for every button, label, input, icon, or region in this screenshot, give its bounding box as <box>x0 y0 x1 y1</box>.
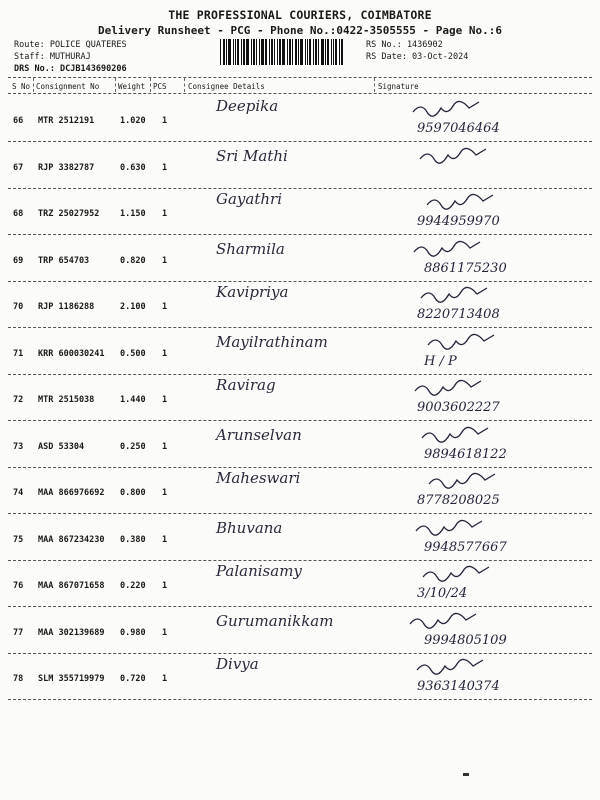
signature-scribble <box>380 515 590 559</box>
signature-scribble <box>380 282 590 326</box>
serial-number: 77 <box>13 627 24 638</box>
pcs-value: 1 <box>162 209 168 219</box>
weight-value: 0.720 <box>120 674 146 684</box>
signature-scribble <box>380 422 590 466</box>
consignment-number: MAA 302139689 <box>38 627 105 638</box>
route-label: Route: POLICE QUATERES <box>14 40 127 50</box>
serial-number: 69 <box>13 255 24 266</box>
rs-date: RS Date: 03-Oct-2024 <box>366 52 469 62</box>
weight-value: 0.220 <box>120 581 146 591</box>
col-divider <box>374 78 375 92</box>
pcs-value: 1 <box>162 534 168 545</box>
weight-value: 1.020 <box>120 116 146 126</box>
weight-value: 0.250 <box>120 441 146 452</box>
signature-scribble <box>380 375 590 419</box>
signature-area <box>380 422 590 466</box>
consignment-number: MAA 866976692 <box>38 488 105 498</box>
weight-value: 0.380 <box>120 534 146 545</box>
col-consignment: Consignment No <box>36 82 100 91</box>
table-row <box>8 236 592 282</box>
serial-number: 67 <box>13 162 24 173</box>
col-sno: S No <box>12 82 31 91</box>
consignment-number: TRP 654703 <box>38 255 90 266</box>
signature-phone: 9944959970 <box>417 214 500 229</box>
serial-number: 76 <box>13 581 24 591</box>
table-row <box>8 96 592 142</box>
table-row <box>8 561 592 607</box>
consignee-name: Ravirag <box>216 376 276 394</box>
pcs-value: 1 <box>162 674 168 684</box>
table-row <box>8 608 592 654</box>
signature-scribble <box>380 236 590 280</box>
table-row <box>8 143 592 189</box>
pcs-value: 1 <box>162 162 168 173</box>
pcs-value: 1 <box>162 581 168 591</box>
consignee-name: Sri Mathi <box>216 146 288 165</box>
company-title: THE PROFESSIONAL COURIERS, COIMBATORE <box>168 8 432 22</box>
consignee-name: Kavipriya <box>216 283 289 301</box>
serial-number: 74 <box>13 488 24 498</box>
col-signature: Signature <box>378 82 419 91</box>
signature-area <box>380 654 590 698</box>
signature-phone: 9948577667 <box>424 539 507 555</box>
signature-scribble <box>380 189 590 233</box>
barcode-image <box>218 39 358 65</box>
signature-phone: 9597046464 <box>417 121 500 136</box>
signature-phone: 9894618122 <box>424 446 507 462</box>
signature-scribble <box>380 96 590 140</box>
signature-scribble <box>380 329 590 373</box>
serial-number: 66 <box>13 116 24 126</box>
col-divider <box>115 78 116 92</box>
weight-value: 0.980 <box>120 627 146 638</box>
weight-value: 2.100 <box>120 302 146 312</box>
col-weight: Weight <box>118 82 146 91</box>
page-mark <box>463 773 469 776</box>
serial-number: 71 <box>13 348 24 359</box>
signature-area <box>380 515 590 559</box>
serial-number: 70 <box>13 302 24 312</box>
weight-value: 1.150 <box>120 209 146 219</box>
header-top-rule <box>8 77 592 78</box>
table-row <box>8 282 592 328</box>
consignee-name: Deepika <box>216 97 279 115</box>
table-row <box>8 189 592 235</box>
signature-phone: H / P <box>424 353 457 369</box>
pcs-value: 1 <box>162 488 168 498</box>
signature-area <box>380 282 590 326</box>
col-divider <box>150 78 151 92</box>
consignment-number: ASD 53304 <box>38 441 85 452</box>
signature-area <box>380 236 590 280</box>
signature-area <box>380 561 590 605</box>
signature-phone: 8220713408 <box>417 307 500 322</box>
consignee-name: Palanisamy <box>216 562 302 580</box>
signature-scribble <box>380 654 590 698</box>
pcs-value: 1 <box>162 627 168 638</box>
weight-value: 0.500 <box>120 348 146 359</box>
signature-phone: 8778208025 <box>417 493 500 508</box>
signature-area <box>380 189 590 233</box>
signature-scribble <box>380 608 590 652</box>
table-row <box>8 654 592 700</box>
weight-value: 0.630 <box>120 162 146 173</box>
col-divider <box>184 78 185 92</box>
signature-scribble <box>380 561 590 605</box>
pcs-value: 1 <box>162 116 168 126</box>
serial-number: 68 <box>13 209 24 219</box>
signature-scribble <box>380 143 590 187</box>
serial-number: 73 <box>13 441 24 452</box>
consignment-number: TRZ 25027952 <box>38 209 100 219</box>
weight-value: 0.820 <box>120 255 146 266</box>
rs-number: RS No.: 1436902 <box>366 40 443 50</box>
pcs-value: 1 <box>162 302 168 312</box>
signature-area <box>380 608 590 652</box>
signature-area <box>380 468 590 512</box>
consignment-number: MTR 2512191 <box>38 116 95 126</box>
signature-phone: 3/10/24 <box>417 586 468 601</box>
signature-phone: 9994805109 <box>424 632 507 648</box>
serial-number: 72 <box>13 395 24 405</box>
table-row <box>8 422 592 468</box>
consignment-number: MTR 2515038 <box>38 395 95 405</box>
row-rule <box>8 699 592 700</box>
consignment-number: SLM 355719979 <box>38 674 105 684</box>
signature-area <box>380 375 590 419</box>
signature-phone: 9363140374 <box>417 679 500 694</box>
consignment-number: RJP 1186288 <box>38 302 95 312</box>
signature-phone: 8861175230 <box>424 260 507 276</box>
consignment-number: RJP 3382787 <box>38 162 95 173</box>
table-row <box>8 329 592 375</box>
table-row <box>8 468 592 514</box>
consignee-name: Sharmila <box>216 239 285 258</box>
consignee-name: Maheswari <box>216 469 301 487</box>
signature-area <box>380 143 590 187</box>
col-consignee: Consignee Details <box>188 82 265 91</box>
pcs-value: 1 <box>162 441 168 452</box>
signature-area <box>380 96 590 140</box>
serial-number: 78 <box>13 674 24 684</box>
signature-area <box>380 329 590 373</box>
signature-phone: 9003602227 <box>417 400 500 415</box>
consignee-name: Gayathri <box>216 190 282 208</box>
header-bottom-rule <box>8 93 592 94</box>
table-row <box>8 515 592 561</box>
consignment-number: MAA 867234230 <box>38 534 105 545</box>
consignee-name: Divya <box>216 655 259 673</box>
col-pcs: PCS <box>153 82 167 91</box>
pcs-value: 1 <box>162 395 168 405</box>
weight-value: 1.440 <box>120 395 146 405</box>
consignee-name: Gurumanikkam <box>216 611 334 630</box>
consignment-number: KRR 600030241 <box>38 348 105 359</box>
pcs-value: 1 <box>162 255 168 266</box>
signature-scribble <box>380 468 590 512</box>
consignee-name: Mayilrathinam <box>216 332 328 351</box>
weight-value: 0.800 <box>120 488 146 498</box>
pcs-value: 1 <box>162 348 168 359</box>
consignee-name: Arunselvan <box>216 425 302 444</box>
table-row <box>8 375 592 421</box>
staff-label: Staff: MUTHURAJ <box>14 52 91 62</box>
consignee-name: Bhuvana <box>216 518 283 537</box>
runsheet-subtitle: Delivery Runsheet - PCG - Phone No.:0422-3505555 - Page No.:6 <box>98 24 502 37</box>
col-divider <box>33 78 34 92</box>
serial-number: 75 <box>13 534 24 545</box>
drs-number: DRS No.: DCJB143690206 <box>14 64 127 74</box>
consignment-number: MAA 867071658 <box>38 581 105 591</box>
